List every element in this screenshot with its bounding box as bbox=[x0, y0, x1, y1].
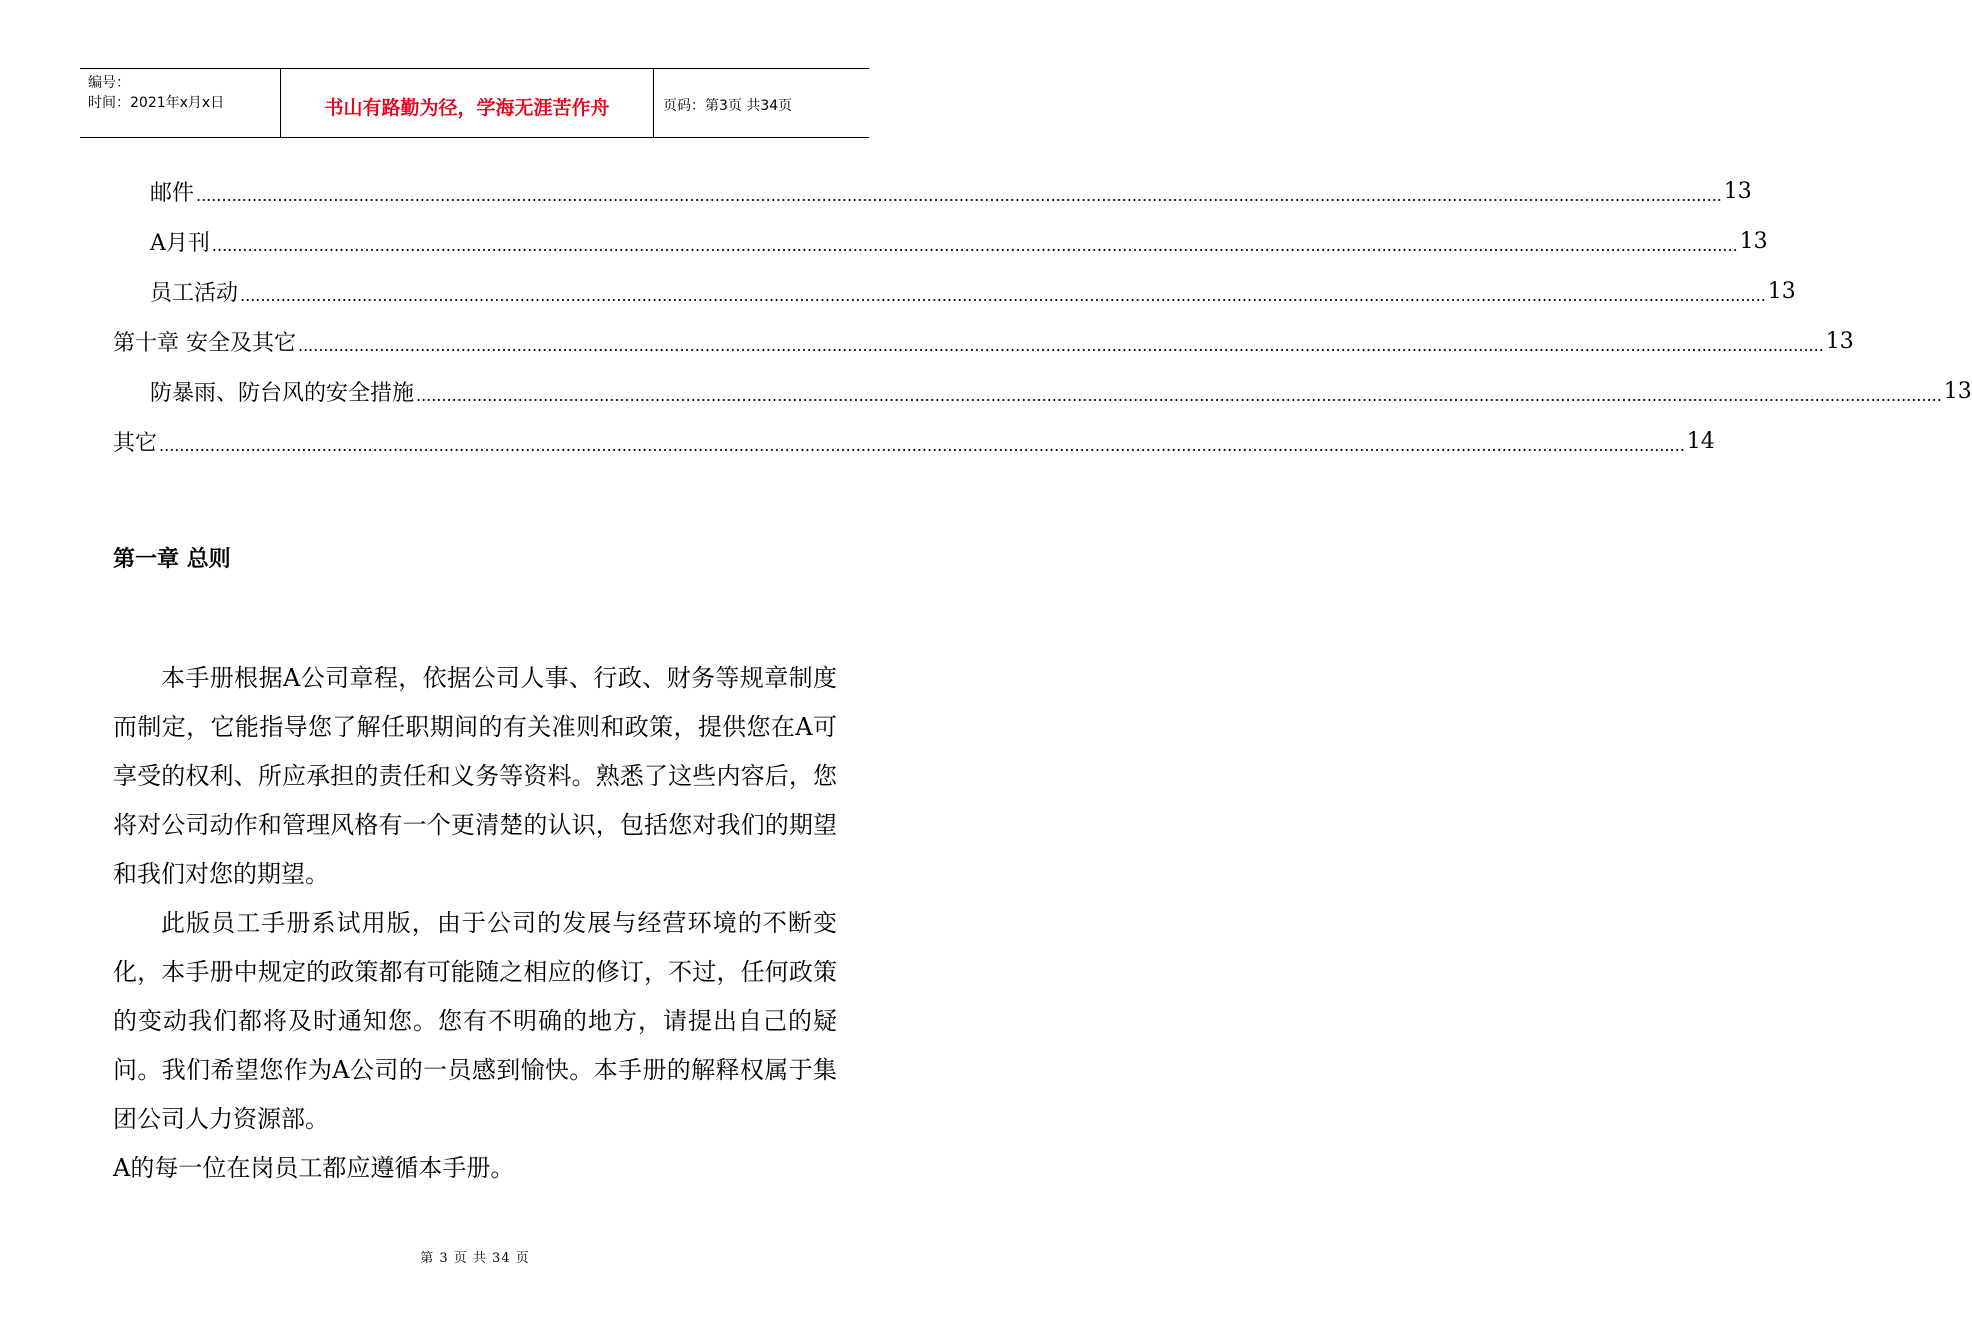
toc-entry-title: 其它 bbox=[113, 430, 158, 456]
paragraph: 此版员工手册系试用版，由于公司的发展与经营环境的不断变化，本手册中规定的政策都有可能随之相应的修订，不过，任何政策的变动我们都将及时通知您。您有不明确的地方，请提出自己的疑问。我们希望您作为A公司的一员感到愉快。本手册的解释权属于集团公司人力资源部。 bbox=[113, 909, 837, 1133]
toc-entry[interactable] bbox=[113, 416, 1715, 466]
paragraph: 本手册根据A公司章程，依据公司人事、行政、财务等规章制度而制定，它能指导您了解任职期间的有关准则和政策，提供您在A可享受的权利、所应承担的责任和义务等资料。熟悉了这些内容后，您将对公司动作和管理风格有一个更清楚的认识，包括您对我们的期望和我们对您的期望。 bbox=[113, 664, 837, 888]
toc-leader-dots: ............................................................................................................................................................................................................................................................................................................ bbox=[240, 285, 1766, 305]
toc-entry-page: 13 bbox=[1825, 328, 1854, 354]
toc-entry[interactable] bbox=[113, 316, 1854, 366]
toc-entry[interactable] bbox=[113, 216, 1768, 266]
toc-leader-dots: ............................................................................................................................................................................................................................................................................................................ bbox=[211, 235, 1738, 255]
header-meta bbox=[80, 69, 281, 137]
header-motto: 书山有路勤为径，学海无涯苦作舟 bbox=[281, 69, 654, 137]
toc-leader-dots: ............................................................................................................................................................................................................................................................................................................ bbox=[159, 435, 1685, 455]
date-label: 时间：2021年x月x日 bbox=[88, 95, 225, 111]
toc-entry-page: 13 bbox=[1943, 378, 1972, 404]
toc-leader-dots: ............................................................................................................................................................................................................................................................................................................ bbox=[196, 185, 1722, 205]
toc-entry-page: 13 bbox=[1723, 178, 1752, 204]
toc-entry-page: 13 bbox=[1739, 228, 1768, 254]
chapter-title: 第一章 总则 bbox=[113, 547, 231, 572]
toc-entry-page: 14 bbox=[1686, 428, 1715, 454]
toc-entry-title: 防暴雨、防台风的安全措施 bbox=[150, 380, 415, 406]
code-label: 编号： bbox=[88, 75, 130, 91]
toc-leader-dots: ............................................................................................................................................................................................................................................................................................................ bbox=[416, 385, 1942, 405]
toc-entry-title: 第十章 安全及其它 bbox=[113, 330, 296, 356]
table-of-contents bbox=[113, 166, 1972, 466]
toc-entry[interactable] bbox=[113, 266, 1796, 316]
page-footer: 第 3 页 共 34 页 bbox=[420, 1251, 530, 1266]
toc-entry[interactable] bbox=[113, 366, 1972, 416]
body-text bbox=[113, 654, 837, 1193]
header-page-info: 页码：第3页 共34页 bbox=[663, 98, 793, 114]
toc-entry-title: A月刊 bbox=[150, 230, 210, 256]
toc-entry-title: 邮件 bbox=[150, 180, 195, 206]
toc-entry-title: 员工活动 bbox=[150, 280, 239, 306]
toc-leader-dots: ............................................................................................................................................................................................................................................................................................................ bbox=[298, 335, 1824, 355]
toc-entry[interactable] bbox=[113, 166, 1752, 216]
paragraph: A的每一位在岗员工都应遵循本手册。 bbox=[113, 1154, 515, 1182]
page-header bbox=[80, 68, 869, 138]
toc-entry-page: 13 bbox=[1767, 278, 1796, 304]
